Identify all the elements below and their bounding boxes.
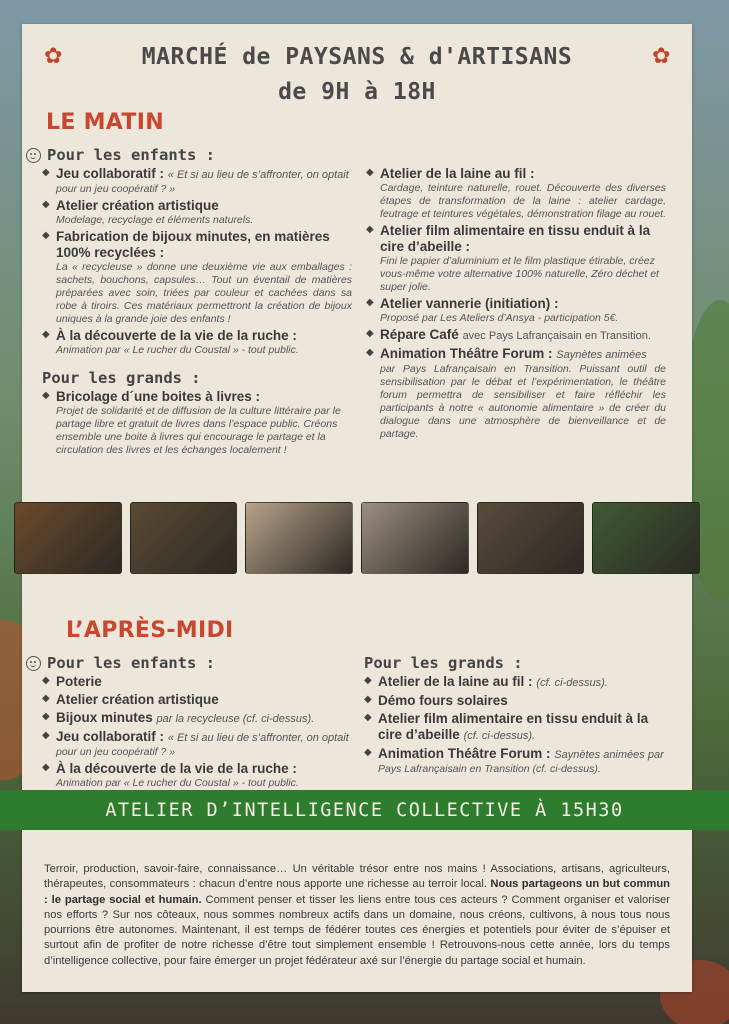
closing-paragraph: Terroir, production, savoir-faire, connaissance… Un véritable trésor entre nos mains ! Associations, artisans, agriculteurs, thérapeutes, consommateurs : chacun d’entre nous apporte une richesse au terroir local. Nous partageons un but commun : le partage social et humain. Comment penser et tisser les liens entre tous ces acteurs ? Comment organiser et valoriser nos efforts ? Sur nos côteaux, nous sommes nombreux actifs dans un domaine, nous créons, cultivons, à nous tous nous pourrions être autonomes. Maintenant, il est temps de fédérer toutes ces énergies et potentiels pour éviter de s’épuiser et surtout afin de profiter de notre richesse d’être tout simplement ensemble ! Retrouvons-nous cette année, lors du temps d’intelligence collective, pour faire émerger un projet fédérateur axé sur l’énergie du partage social et humain. — [44, 863, 671, 967]
woven-basket-photo — [592, 502, 700, 574]
morning-adults-list — [26, 389, 352, 457]
list-item: ◆ Animation Théâtre Forum : Saynètes animées par Pays Lafrançaisain en Transition (cf. ci-dessus). — [364, 746, 664, 776]
header-hours: de 9H à 18H — [278, 79, 436, 105]
morning-kids-list — [26, 166, 352, 357]
list-item: ◆ Animation Théâtre Forum : Saynètes animées par Pays Lafrançaisain en Transition. Puissant outil de sensibilisation par le débat et l’expérimentation, le théâtre forum permettra de sensibiliser et faire réfléchir les participants à notre « autonomie alimentaire » de créer du dialogue dans une atmosphère de bienveillance et de partage. — [366, 346, 666, 441]
list-item: ◆ Répare Café avec Pays Lafrançaisain en Transition. — [366, 327, 666, 344]
clay-hands-photo — [361, 502, 469, 574]
morning-kids-heading: Pour les enfants : — [26, 146, 352, 164]
list-item: ◆ Atelier création artistique — [42, 692, 352, 708]
list-item: ◆ Atelier création artistique Modelage, recyclage et éléments naturels. — [42, 198, 352, 227]
list-item: ◆ Atelier de la laine au fil : Cardage, teinture naturelle, rouet. Découverte des diverses étapes de transformation de la laine : atelier cardage, feutrage et teintures végétales, démonstration filage au rouet. — [366, 166, 666, 221]
list-item: ◆ Poterie — [42, 674, 352, 690]
afternoon-kids-list — [26, 674, 352, 790]
list-item: ◆ Atelier film alimentaire en tissu enduit à la cire d’abeille (cf. ci-dessus). — [364, 711, 664, 744]
list-item: ◆ Fabrication de bijoux minutes, en matières 100% recyclées : La « recycleuse » donne une deuxième vie aux emballages : sachets, bouchons, capsules… Tout un éventail de matières préparées avec soin, triées par couleur et cachées dans sa robe à tiroirs. Ces matériaux permettront la création de bijoux uniques à la grande joie des enfants ! — [42, 229, 352, 326]
smiley-icon — [26, 148, 41, 163]
afternoon-kids-heading: Pour les enfants : — [26, 654, 352, 672]
collective-intelligence-banner: ATELIER D’INTELLIGENCE COLLECTIVE À 15H30 — [0, 790, 729, 830]
photo-strip — [14, 502, 700, 574]
list-item: ◆ À la découverte de la vie de la ruche : Animation par « Le rucher du Coustal » - tout public. — [42, 761, 352, 790]
smiley-icon — [26, 656, 41, 671]
morning-right-column — [366, 166, 666, 443]
list-item: ◆ À la découverte de la vie de la ruche : Animation par « Le rucher du Coustal » - tout public. — [42, 328, 352, 357]
list-item: ◆ Bijoux minutes par la recycleuse (cf. ci-dessus). — [42, 710, 352, 727]
flower-icon: ✿ — [652, 43, 671, 68]
list-item: ◆ Jeu collaboratif : « Et si au lieu de s’affronter, on optait pour un jeu coopératif ? » — [42, 166, 352, 196]
list-item: ◆ Atelier film alimentaire en tissu enduit à la cire d’abeille : Fini le papier d’aluminium et le film plastique étirable, créez vous-même votre alternative 100% naturelle, Zéro déchet et super jolie. — [366, 223, 666, 294]
list-item: ◆ Atelier vannerie (initiation) : Proposé par Les Ateliers d’Ansya - participation 5€. — [366, 296, 666, 325]
insect-hotel-photo — [14, 502, 122, 574]
wool-spinning-photo — [477, 502, 585, 574]
list-item: ◆ Jeu collaboratif : « Et si au lieu de s’affronter, on optait pour un jeu coopératif ? » — [42, 729, 352, 759]
morning-title: LE MATIN — [46, 110, 164, 135]
afternoon-title: L’APRÈS-MIDI — [66, 618, 234, 643]
flower-icon: ✿ — [44, 43, 63, 68]
list-item: ◆ Démo fours solaires — [364, 693, 664, 709]
afternoon-adults-heading: Pour les grands : — [364, 654, 523, 672]
header-title: MARCHÉ de PAYSANS & d'ARTISANS — [141, 44, 573, 70]
child-crafts-photo — [245, 502, 353, 574]
morning-left-column — [26, 146, 352, 459]
afternoon-right-column — [364, 654, 664, 778]
afternoon-left-column — [26, 654, 352, 792]
list-item: ◆ Bricolage d´une boites à livres : Projet de solidarité et de diffusion de la culture littéraire par le partage libre et gratuit de livres dans l’espace public. Créons ensemble une boite à livres qui encourage le partage et la circulation des livres et les échanges localement ! — [42, 389, 352, 457]
page-header — [22, 40, 692, 110]
wooden-hut-photo — [130, 502, 238, 574]
list-item: ◆ Atelier de la laine au fil : (cf. ci-dessus). — [364, 674, 664, 691]
morning-adults-heading: Pour les grands : — [42, 369, 201, 387]
